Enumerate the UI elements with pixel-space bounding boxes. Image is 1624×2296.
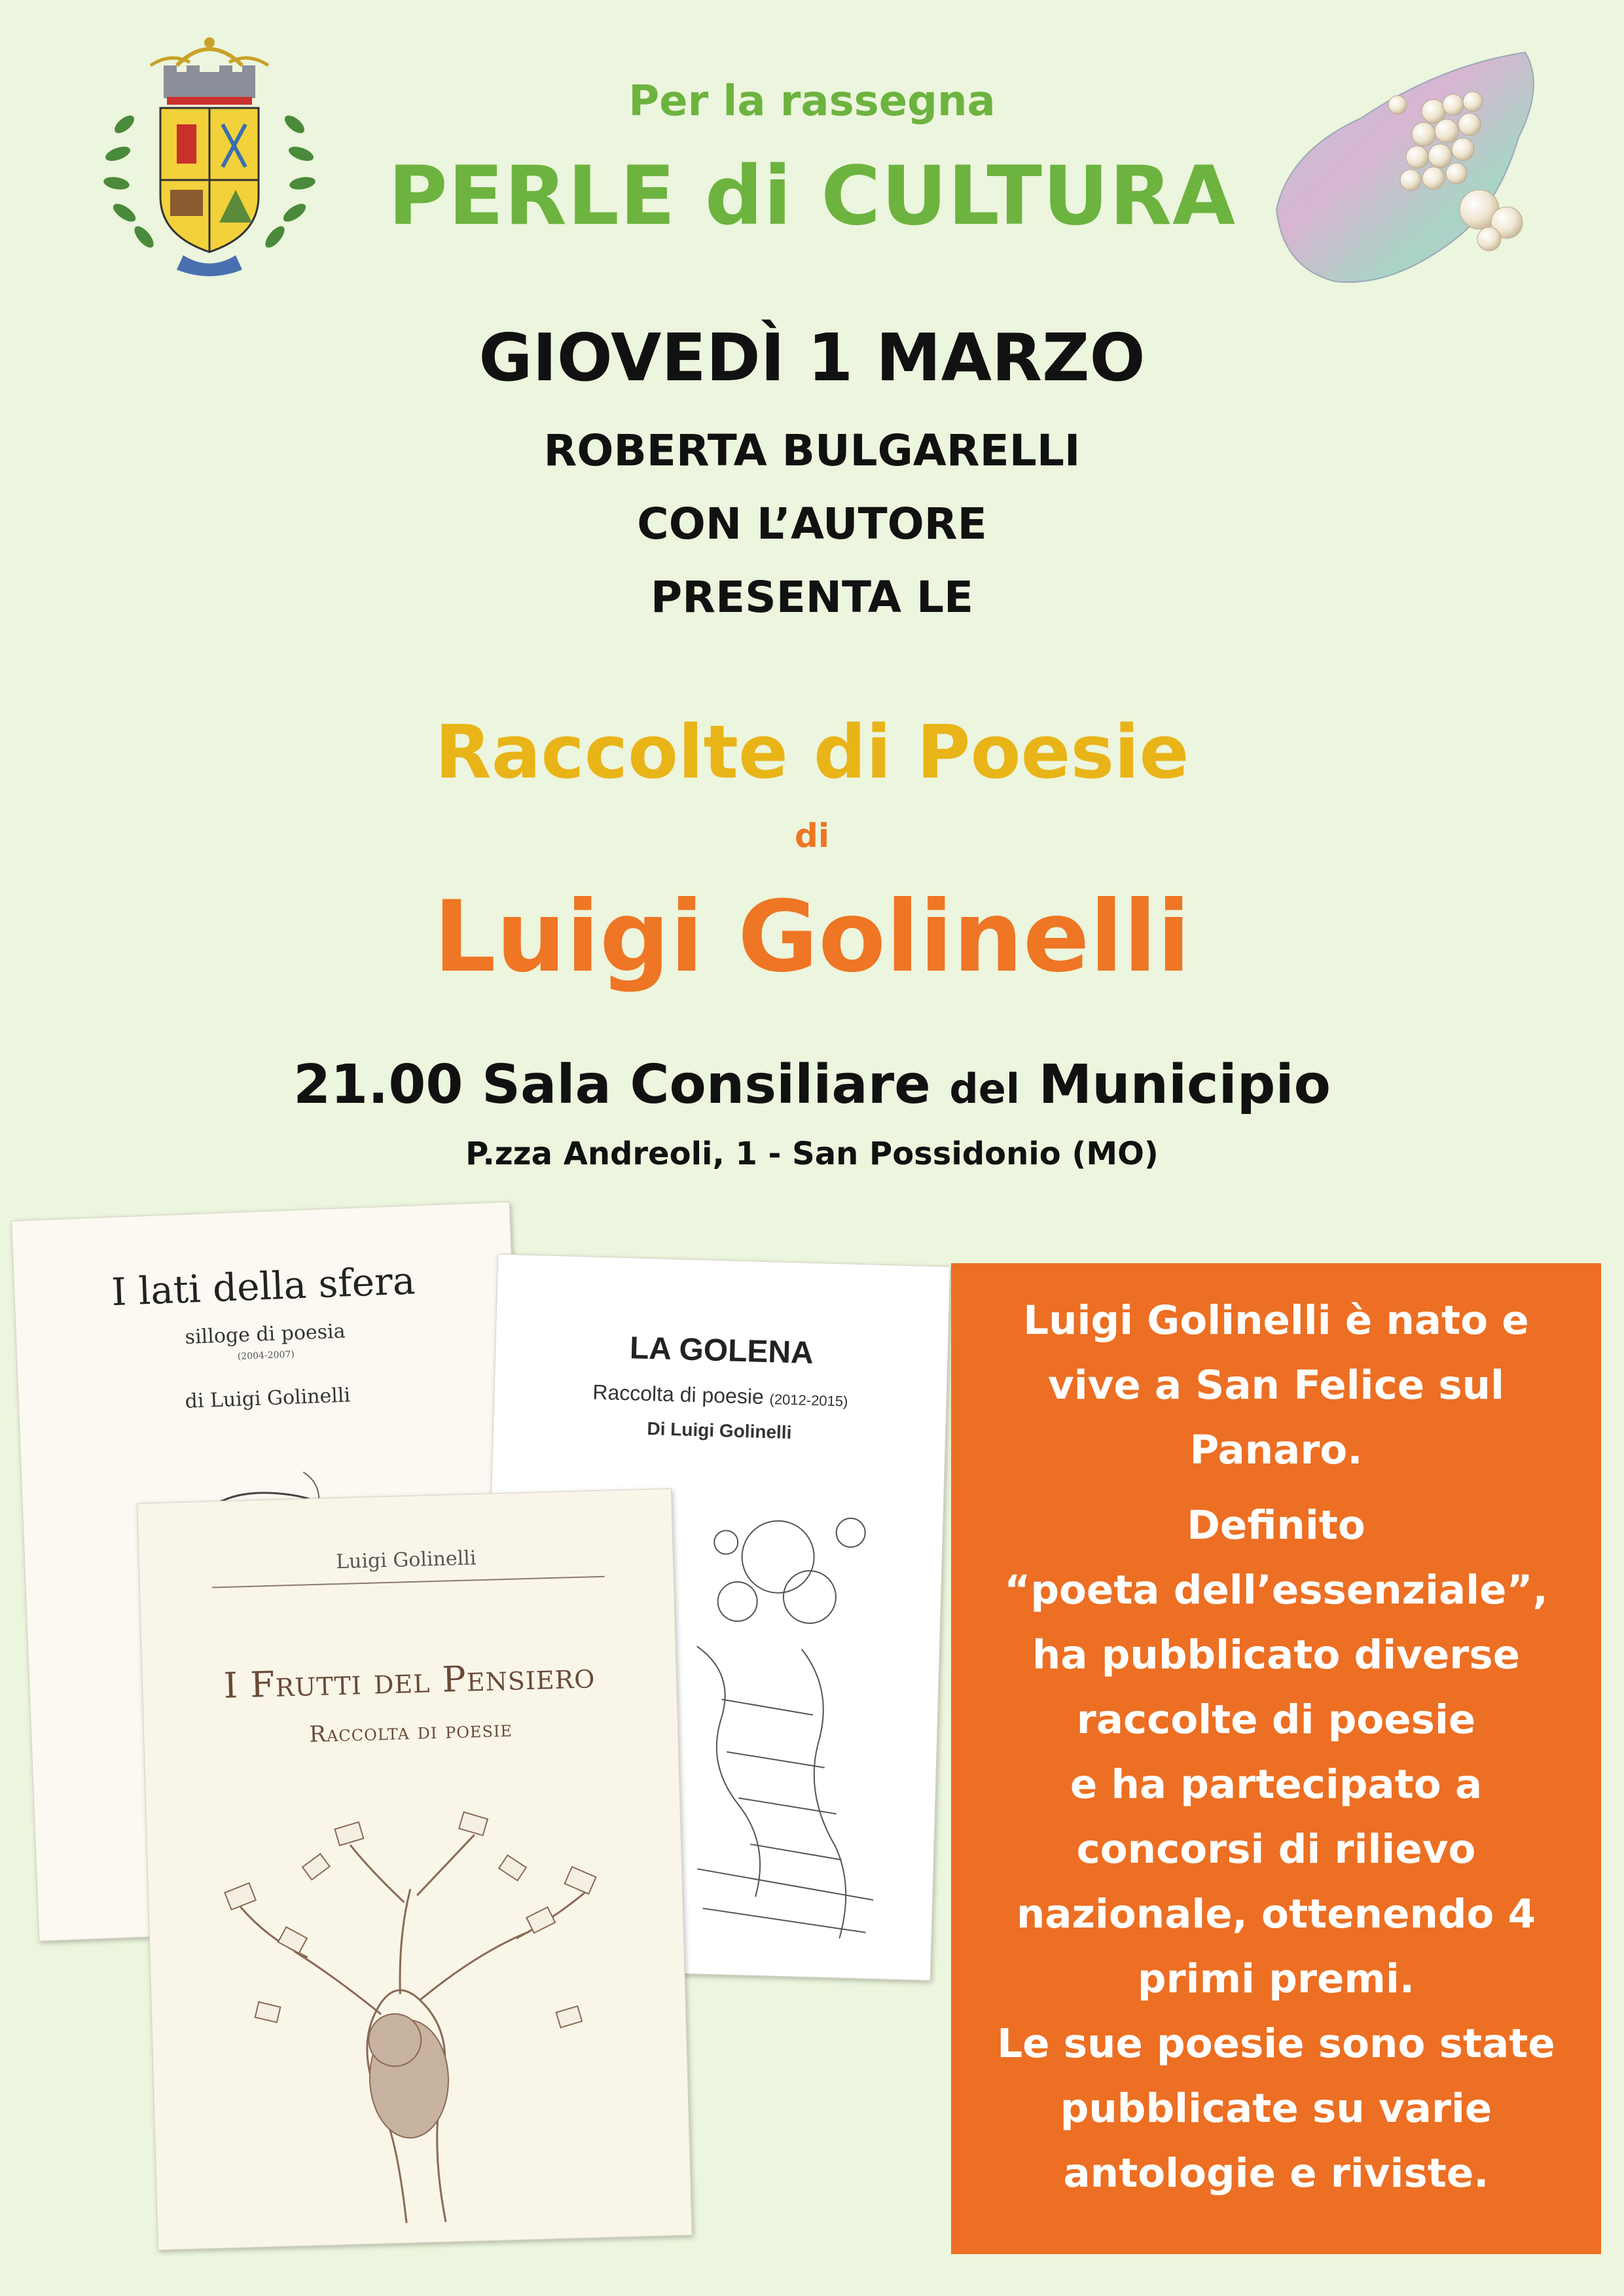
book-subtitle: Raccolta di poesie — [308, 1715, 513, 1748]
rassegna-label: Per la rassegna — [628, 77, 996, 126]
book-subtitle-text: Raccolta di poesie — [592, 1380, 765, 1408]
divider — [212, 1576, 605, 1588]
presenter-line: ROBERTA BULGARELLI — [543, 425, 1081, 476]
book-years: (2004-2007) — [237, 1349, 295, 1362]
event-date: GIOVEDÌ 1 MARZO — [478, 319, 1146, 396]
book-years: (2012-2015) — [769, 1391, 848, 1410]
bio-line: Panaro. — [1189, 1427, 1363, 1473]
book-subtitle: silloge di poesia — [185, 1319, 346, 1349]
rassegna-title: PERLE di CULTURA — [388, 149, 1236, 243]
bio-line: pubblicate su varie — [1060, 2085, 1492, 2132]
bio-line: Le sue poesie sono state — [997, 2020, 1555, 2067]
bio-line: vive a San Felice sul — [1047, 1362, 1504, 1408]
author-bio-box — [951, 1263, 1601, 2254]
bio-line: raccolte di poesie — [1076, 1696, 1476, 1743]
book-author: di Luigi Golinelli — [184, 1384, 351, 1414]
book-title: I Frutti del Pensiero — [223, 1655, 596, 1707]
book-author: Di Luigi Golinelli — [647, 1418, 792, 1443]
river-sketch-icon — [676, 1502, 904, 1953]
bio-line: nazionale, ottenendo 4 — [1016, 1891, 1536, 1937]
presenter-line: PRESENTA LE — [650, 572, 974, 622]
bio-line: Luigi Golinelli è nato e — [1023, 1297, 1529, 1344]
book-author: Luigi Golinelli — [335, 1547, 477, 1574]
bio-line: primi premi. — [1137, 1956, 1415, 2002]
bio-line: e ha partecipato a — [1070, 1761, 1483, 1808]
bio-line: Definito — [1187, 1502, 1365, 1549]
author-bio — [964, 1288, 1588, 2206]
subject-connector: di — [795, 817, 829, 855]
book-subtitle — [494, 1378, 947, 1414]
book-cover-frutti-del-pensiero — [137, 1488, 693, 2250]
tree-of-pages-icon — [198, 1798, 642, 2229]
bio-line: “poeta dell’essenziale”, — [1004, 1567, 1548, 1613]
event-address: P.zza Andreoli, 1 - San Possidonio (MO) — [465, 1136, 1159, 1172]
presenter-line: CON L’AUTORE — [637, 499, 987, 549]
event-time-venue — [0, 1054, 1624, 1116]
bio-line: antologie e riviste. — [1063, 2150, 1489, 2197]
event-venue: Municipio — [1038, 1054, 1331, 1116]
author-name: Luigi Golinelli — [433, 880, 1191, 994]
bio-line: concorsi di rilievo — [1076, 1826, 1476, 1873]
book-title: I lati della sfera — [111, 1258, 416, 1315]
book-title: LA GOLENA — [629, 1331, 814, 1371]
bio-line: ha pubblicato diverse — [1032, 1632, 1521, 1678]
event-subject: Raccolte di Poesie — [435, 710, 1189, 795]
event-time: 21.00 Sala Consiliare — [293, 1054, 931, 1116]
venue-connector: del — [949, 1065, 1020, 1113]
